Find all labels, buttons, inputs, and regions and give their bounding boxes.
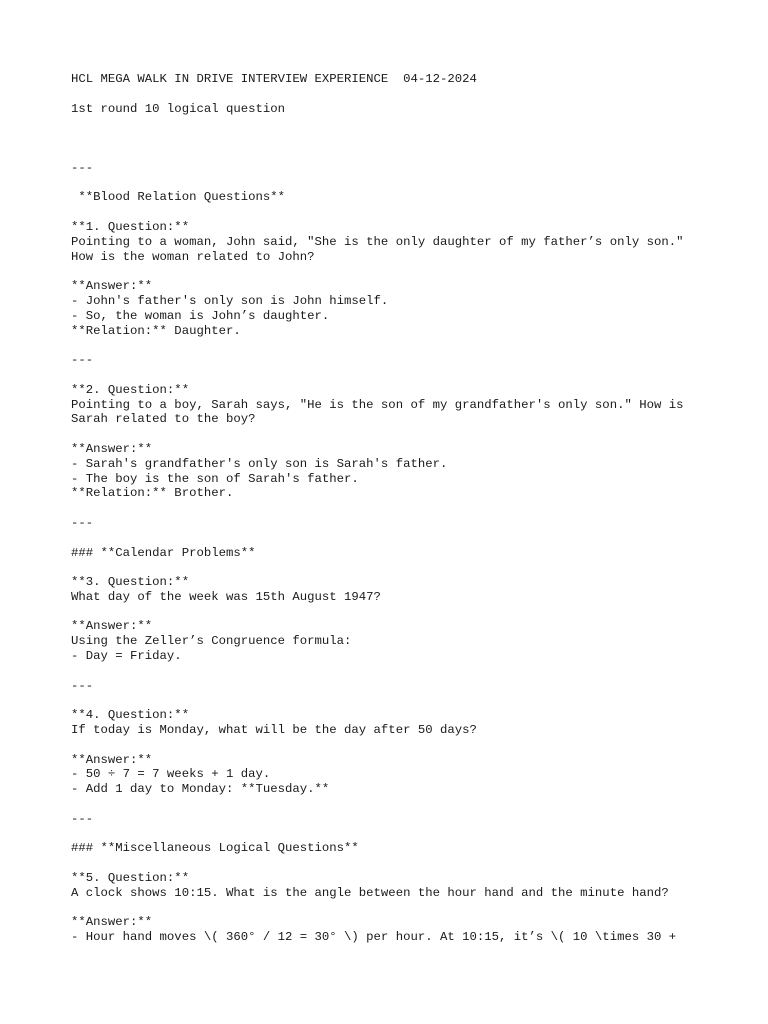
blank-line [71, 501, 731, 516]
question-5-text: A clock shows 10:15. What is the angle between the hour hand and the minute hand? [71, 885, 669, 900]
document-page [71, 72, 731, 945]
blank-line [71, 131, 731, 146]
blank-line [71, 856, 731, 871]
blank-line [71, 664, 731, 679]
question-2-text: Sarah related to the boy? [71, 412, 256, 427]
blank-line [71, 901, 731, 916]
blank-line [71, 560, 731, 575]
blank-line [71, 427, 731, 442]
section-heading-blood-relation: **Blood Relation Questions** [71, 190, 286, 205]
question-1-heading: **1. Question:** [71, 219, 190, 234]
blank-line [71, 531, 731, 546]
blank-line [71, 176, 731, 191]
answer-5-heading: **Answer:** [71, 915, 153, 930]
document-title: HCL MEGA WALK IN DRIVE INTERVIEW EXPERIENCE 04-12-2024 [71, 72, 477, 86]
blank-line [71, 146, 731, 161]
blank-line [71, 693, 731, 708]
separator: --- [71, 515, 94, 530]
question-1-text: How is the woman related to John? [71, 249, 315, 264]
blank-line [71, 368, 731, 383]
answer-2-relation: **Relation:** Brother. [71, 486, 234, 501]
answer-3-text: - Day = Friday. [71, 649, 182, 664]
answer-3-heading: **Answer:** [71, 619, 153, 634]
question-2-text: Pointing to a boy, Sarah says, "He is the son of my grandfather's only son." How is [71, 397, 684, 412]
separator: --- [71, 160, 94, 175]
answer-5-text: - Hour hand moves \( 360° / 12 = 30° \) per hour. At 10:15, it’s \( 10 \times 30 + [71, 930, 677, 945]
answer-4-text: - 50 ÷ 7 = 7 weeks + 1 day. [71, 767, 271, 782]
question-3-text: What day of the week was 15th August 1947? [71, 589, 381, 604]
answer-2-heading: **Answer:** [71, 441, 153, 456]
answer-1-relation: **Relation:** Daughter. [71, 323, 241, 338]
question-3-heading: **3. Question:** [71, 575, 190, 590]
question-5-heading: **5. Question:** [71, 871, 190, 886]
section-heading-miscellaneous: ### **Miscellaneous Logical Questions** [71, 841, 359, 856]
answer-2-text: - Sarah's grandfather's only son is Sarah's father. [71, 456, 448, 471]
blank-line [71, 797, 731, 812]
blank-line [71, 738, 731, 753]
blank-line [71, 827, 731, 842]
separator: --- [71, 678, 94, 693]
answer-1-text: - John's father's only son is John himself. [71, 293, 389, 308]
question-4-text: If today is Monday, what will be the day after 50 days? [71, 723, 477, 738]
question-1-text: Pointing to a woman, John said, "She is the only daughter of my father’s only son." [71, 234, 684, 249]
blank-line [71, 264, 731, 279]
blank-line [71, 87, 731, 102]
answer-4-text: - Add 1 day to Monday: **Tuesday.** [71, 782, 330, 797]
blank-line [71, 338, 731, 353]
blank-line [71, 605, 731, 620]
answer-1-heading: **Answer:** [71, 279, 153, 294]
separator: --- [71, 353, 94, 368]
section-heading-calendar: ### **Calendar Problems** [71, 545, 256, 560]
answer-2-text: - The boy is the son of Sarah's father. [71, 471, 359, 486]
answer-3-text: Using the Zeller’s Congruence formula: [71, 634, 352, 649]
blank-line [71, 116, 731, 131]
question-2-heading: **2. Question:** [71, 382, 190, 397]
blank-line [71, 205, 731, 220]
answer-1-text: - So, the woman is John’s daughter. [71, 308, 330, 323]
question-4-heading: **4. Question:** [71, 708, 190, 723]
round-description: 1st round 10 logical question [71, 101, 286, 116]
separator: --- [71, 811, 94, 826]
answer-4-heading: **Answer:** [71, 752, 153, 767]
